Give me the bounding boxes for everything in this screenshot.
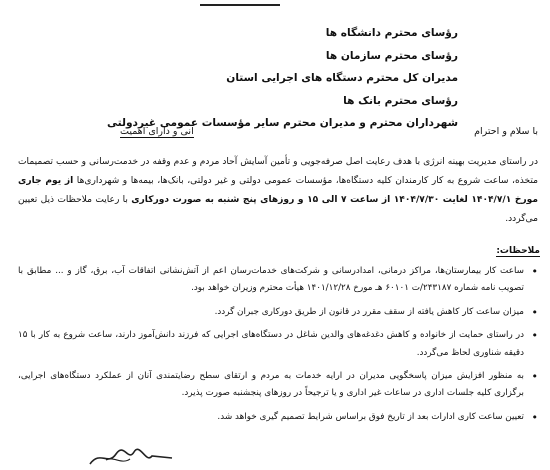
bullet-icon: • [531, 265, 538, 278]
note-item [18, 263, 538, 298]
addressee-organizations: رؤسای محترم سازمان ها [325, 49, 458, 62]
intro-text-bold: از یوم جاری مورخ ۱۴۰۴/۷/۱ لغایت ۱۴۰۴/۷/۳۰ از ساعت ۷ الی ۱۵ و روزهای پنج شنبه به صورت دورکاری [18, 176, 538, 205]
signature-icon [86, 446, 176, 468]
addressee-mayors: شهرداران محترم و مدیران محترم سایر مؤسسات عمومی غیردولتی [106, 117, 458, 129]
bullet-icon: • [531, 370, 538, 384]
letterhead-fragment [200, 0, 280, 6]
bullet-icon: • [531, 305, 538, 319]
note-text: به منظور افزایش میزان پاسخگویی مدیران در ارایه خدمات به مردم و ارتقای سطح رضایتمندی آنان از عملکرد دستگاه‌های اجرایی، برگزاری کلیه جلسات اداری در ساعات غیر اداری و یا ترجیحاً در روزهای پنجشنبه صورت پذیرد. [18, 371, 524, 399]
notes-heading-text: ملاحظات: [496, 246, 540, 256]
note-item [18, 368, 538, 403]
note-item [18, 304, 538, 321]
priority-text: آنی و دارای اهمیت [120, 126, 194, 137]
bullet-icon: • [531, 329, 538, 343]
note-item [18, 409, 538, 426]
intro-paragraph [18, 153, 538, 229]
salutation: با سلام و احترام [474, 126, 538, 137]
note-text: ساعت کار بیمارستان‌ها، مراکز درمانی، امدادرسانی و شرکت‌های خدمات‌رسان اعم از آتش‌نشانی اتفاقات آب، برق، گاز و ... مطابق با تصویب نامه شماره ۲۴۳۱۸۷/ت ۶۰۱۰۱ هـ مورخ ۱۴۰۱/۱۲/۲۸ هیأت محترم وزیران خواهد بود. [18, 266, 524, 294]
intro-text-part2: با رعایت ملاحظات ذیل تعیین می‌گردد. [18, 195, 538, 224]
notes-list [18, 263, 538, 432]
addressee-banks: رؤسای محترم بانک ها [343, 94, 458, 107]
notes-heading [496, 246, 540, 256]
note-text: تعیین ساعت کاری ادارات بعد از تاریخ فوق براساس شرایط تصمیم گیری خواهد شد. [217, 411, 524, 422]
addressee-directors-general: مدیران کل محترم دستگاه های اجرایی استان [226, 72, 458, 84]
intro-text-part1: در راستای مدیریت بهینه انرژی با هدف رعایت اصل صرفه‌جویی و تأمین آسایش آحاد مردم و عدم وقفه در خدمت‌رسانی و حسب تصمیمات متخذه، ساعت شروع به کار کارمندان کلیه دستگاه‌ها، مؤسسات عمومی دولتی و غیر دولتی، بانک‌ها، بیمه‌ها و شهرداری‌ها [18, 157, 538, 186]
note-item [18, 327, 538, 362]
addressee-list [38, 22, 458, 135]
bullet-icon: • [531, 410, 538, 424]
addressee-universities: رؤسای محترم دانشگاه ها [325, 27, 458, 39]
priority-label [120, 126, 194, 137]
note-text: در راستای حمایت از خانواده و کاهش دغدغه‌های والدین شاغل در دستگاه‌های اجرایی که فرزند دانش‌آموز دارند، ساعت شروع به کار با ۱۵ دقیقه شناوری لحاظ می‌گردد. [18, 330, 524, 358]
note-text: میزان ساعت کار کاهش یافته از سقف مقرر در قانون از طریق دورکاری جبران گردد. [214, 306, 524, 317]
